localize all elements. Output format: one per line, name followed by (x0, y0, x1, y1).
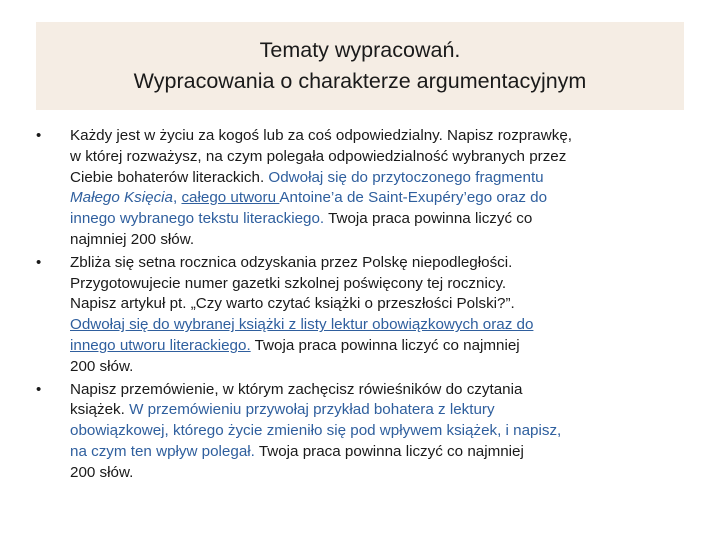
topic-2-line-2: Przygotowujecie numer gazetki szkolnej poświęcony tej rocznicy. (70, 274, 507, 292)
topic-3-line-4 (70, 442, 688, 463)
topic-3-text: książek. (70, 401, 130, 419)
topic-list (36, 126, 688, 486)
topic-2-length: Twoja praca powinna liczyć co najmniej (250, 336, 520, 354)
bullet-icon: • (36, 253, 42, 271)
topic-1-line-1: Każdy jest w życiu za kogoś lub za coś odpowiedzialny. Napisz rozprawkę, (70, 127, 572, 144)
topic-3-length: Twoja praca powinna liczyć co najmniej (254, 442, 524, 460)
topic-3-instruction-end: na czym ten wpływ polegał. (70, 442, 255, 460)
topic-1-line-4 (70, 188, 688, 209)
topic-1-instruction-end: innego wybranego tekstu literackiego. (70, 210, 325, 228)
topic-1-line-5 (70, 209, 688, 230)
topic-2-line-5 (70, 336, 688, 357)
topic-2-instruction-end: innego utworu literackiego. (70, 336, 251, 354)
topic-3-line-3: obowiązkowej, którego życie zmieniło się pod wpływem książek, i napisz, (70, 422, 562, 440)
topic-item-2 (36, 253, 688, 378)
topic-1-line-3 (70, 168, 688, 189)
topic-1-line-2: w której rozważysz, na czym polegała odpowiedzialność wybranych przez (70, 147, 567, 165)
topic-2-line-1: Zbliża się setna rocznica odzyskania przez Polskę niepodległości. (70, 253, 513, 271)
topic-2-line-6: 200 słów. (70, 357, 134, 375)
topic-1-line-6: najmniej 200 słów. (70, 230, 195, 248)
topic-3-line-2 (70, 400, 688, 421)
topic-1-author: Antoine’a de Saint-Exupéry’ego oraz do (279, 189, 548, 207)
topic-3-instruction: W przemówieniu przywołaj przykład bohatera z lektury (129, 401, 495, 419)
slide-title-line-1: Tematy wypracowań. (259, 38, 461, 62)
topic-item-3 (36, 380, 688, 484)
topic-2-line-3: Napisz artykuł pt. „Czy warto czytać książki o przeszłości Polski?”. (70, 295, 515, 313)
topic-1-text: Ciebie bohaterów literackich. (70, 168, 269, 186)
book-title: Małego Księcia (70, 189, 173, 207)
topic-item-1 (36, 126, 688, 251)
bullet-icon: • (36, 380, 42, 398)
topic-1-comma: , (173, 189, 182, 207)
topic-3-line-5: 200 słów. (70, 463, 134, 481)
topic-1-instruction: Odwołaj się do przytoczonego fragmentu (268, 168, 544, 186)
bullet-icon: • (36, 127, 42, 144)
slide-title-line-2: Wypracowania o charakterze argumentacyjnym (133, 69, 587, 93)
title-box (36, 22, 684, 110)
topic-1-length: Twoja praca powinna liczyć co (324, 210, 533, 228)
topic-3-line-1: Napisz przemówienie, w którym zachęcisz rówieśników do czytania (70, 380, 523, 398)
topic-2-line-4: Odwołaj się do wybranej książki z listy lektur obowiązkowych oraz do (70, 316, 534, 334)
whole-work-underlined: całego utworu (181, 189, 280, 207)
